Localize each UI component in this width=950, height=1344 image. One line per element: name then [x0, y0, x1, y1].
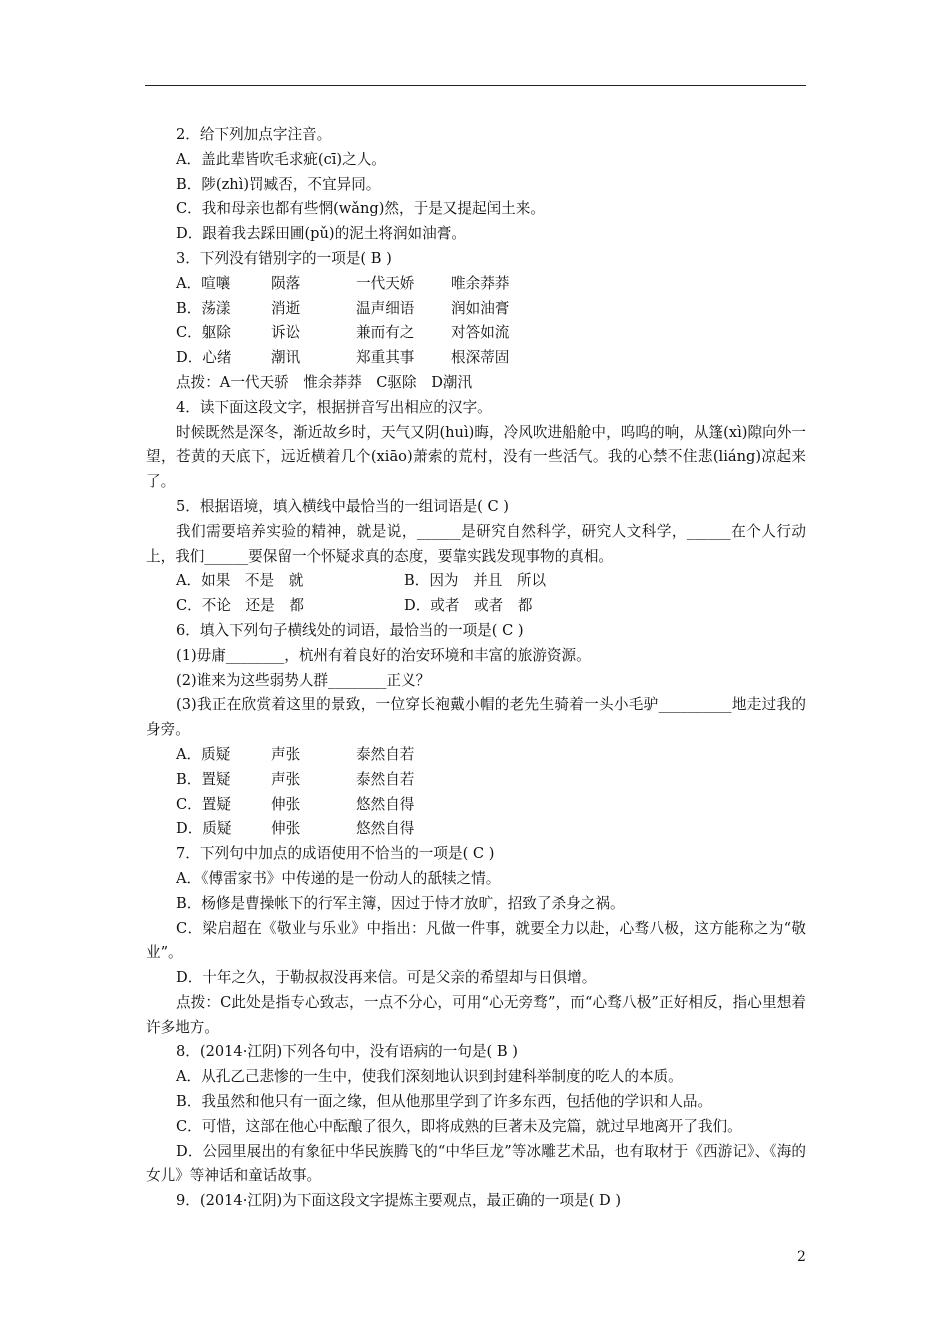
q4-stem: 4．读下面这段文字，根据拼音写出相应的汉字。 — [176, 398, 492, 416]
q7-option-b: B．杨修是曹操帐下的行军主簿，因过于恃才放旷，招致了杀身之祸。 — [176, 894, 625, 912]
q3-cell: 唯余莽莽 — [451, 274, 510, 292]
q6-cell: C．置疑 — [176, 795, 231, 813]
q3-cell: 温声细语 — [356, 299, 415, 317]
q2-option-b: B．陟(zhì)罚臧否，不宜异同。 — [176, 175, 381, 193]
exercise-content — [146, 123, 806, 1214]
q3-cell: 陨落 — [271, 274, 301, 292]
q4-passage: 时候既然是深冬，渐近故乡时，天气又阴(huì)晦，冷风吹进船舱中，呜呜的响，从篷(xì)隙向外一望，苍黄的天底下，远近横着几个(xiāo)萧索的荒村，没有一些活气。我的心禁不住悲(liáng)凉起来了。 — [146, 423, 806, 491]
q8-stem: 8．(2014·江阴)下列各句中，没有语病的一句是( B ) — [176, 1043, 518, 1061]
q6-cell: 悠然自得 — [356, 820, 415, 838]
q5-option: C．不论 还是 都 — [176, 597, 304, 615]
q6-cell: 伸张 — [271, 820, 301, 838]
q6-sentence-2: (2)谁来为这些弱势人群________正义？ — [176, 671, 431, 689]
q6-sentence-3: (3)我正在欣赏着这里的景致，一位穿长袍戴小帽的老先生骑着一头小毛驴__________地走过我的身旁。 — [146, 696, 806, 739]
q3-cell: A．喧嚷 — [176, 274, 231, 292]
q6-stem: 6．填入下列句子横线处的词语，最恰当的一项是( C ) — [176, 621, 524, 639]
q3-option-row — [146, 297, 806, 322]
q6-option-row — [146, 743, 806, 768]
q6-cell: B．置疑 — [176, 770, 231, 788]
q5-passage: 我们需要培养实验的精神，就是说，______是研究自然科学，研究人文科学，______在个人行动上，我们______要保留一个怀疑求真的态度，要靠实践发现事物的真相。 — [146, 522, 806, 565]
q5-option: A．如果 不是 就 — [176, 572, 304, 590]
q6-cell: D．质疑 — [176, 820, 232, 838]
q3-cell: 郑重其事 — [356, 349, 415, 367]
q3-cell: B．荡漾 — [176, 299, 231, 317]
q8-option-c: C．可惜，这部在他心中酝酿了很久，即将成熟的巨著未及完篇，就过早地离开了我们。 — [176, 1117, 742, 1135]
q6-option-row — [146, 768, 806, 793]
q3-cell: 消逝 — [271, 299, 301, 317]
q2-option-a: A．盖此辈皆吹毛求疵(cī)之人。 — [176, 150, 386, 168]
q3-cell: 润如油膏 — [451, 299, 510, 317]
q7-option-d: D．十年之久，于勒叔叔没再来信。可是父亲的希望却与日俱增。 — [176, 969, 597, 987]
q5-option-row — [146, 594, 806, 619]
q2-stem: 2．给下列加点字注音。 — [176, 126, 332, 143]
q6-sentence-1: (1)毋庸________，杭州有着良好的治安环境和丰富的旅游资源。 — [176, 646, 591, 664]
q6-cell: 伸张 — [271, 795, 301, 813]
q3-option-row — [146, 321, 806, 346]
q3-stem: 3．下列没有错别字的一项是( B ) — [176, 249, 392, 267]
q7-stem: 7．下列句中加点的成语使用不恰当的一项是( C ) — [176, 845, 495, 863]
q9-stem: 9．(2014·江阴)为下面这段文字提炼主要观点，最正确的一项是( D ) — [176, 1192, 622, 1210]
q5-stem: 5．根据语境，填入横线中最恰当的一组词语是( C ) — [176, 497, 509, 515]
q6-cell: 声张 — [271, 745, 301, 763]
q3-cell: D．心绪 — [176, 349, 232, 367]
q3-cell: 一代天娇 — [356, 274, 415, 292]
q8-option-a: A．从孔乙己悲惨的一生中，使我们深刻地认识到封建科举制度的吃人的本质。 — [176, 1068, 683, 1086]
q6-cell: 悠然自得 — [356, 795, 415, 813]
q5-option: B．因为 并且 所以 — [404, 572, 547, 590]
page-number: 2 — [797, 1249, 806, 1265]
q6-cell: 泰然自若 — [356, 745, 415, 763]
q3-cell: 潮讯 — [271, 349, 301, 367]
q7-option-a: A．《傅雷家书》中传递的是一份动人的舐犊之情。 — [176, 869, 501, 887]
q6-option-row — [146, 793, 806, 818]
q5-option: D．或者 或者 都 — [404, 597, 533, 615]
q2-option-c: C．我和母亲也都有些惘(wǎng)然，于是又提起闰土来。 — [176, 200, 545, 218]
q3-cell: C．躯除 — [176, 324, 231, 342]
q6-option-row — [146, 817, 806, 842]
q5-option-row — [146, 569, 806, 594]
q3-cell: 诉讼 — [271, 324, 301, 342]
q8-option-d: D．公园里展出的有象征中华民族腾飞的“中华巨龙”等冰雕艺术品，也有取材于《西游记》、《海的女儿》等神话和童话故事。 — [146, 1142, 806, 1185]
q6-cell: 泰然自若 — [356, 770, 415, 788]
q3-cell: 对答如流 — [451, 324, 510, 342]
q6-cell: 声张 — [271, 770, 301, 788]
q7-option-c: C．梁启超在《敬业与乐业》中指出：凡做一件事，就要全力以赴，心骛八极，这方能称之为“敬业”。 — [146, 919, 806, 962]
q3-option-row — [146, 346, 806, 371]
q2-option-d: D．跟着我去踩田圃(pǔ)的泥土将润如油膏。 — [176, 225, 466, 243]
q8-option-b: B．我虽然和他只有一面之缘，但从他那里学到了许多东西，包括他的学识和人品。 — [176, 1093, 713, 1111]
q7-hint: 点拨：C此处是指专心致志，一点不分心，可用“心无旁骛”，而“心骛八极”正好相反，指心里想着许多地方。 — [146, 993, 806, 1036]
q6-cell: A．质疑 — [176, 745, 231, 763]
q3-option-row — [146, 272, 806, 297]
q3-hint: 点拨：A一代天骄 惟余莽莽 C驱除 D潮汛 — [176, 373, 473, 391]
header-rule — [145, 85, 806, 86]
q3-cell: 兼而有之 — [356, 324, 415, 342]
q3-cell: 根深蒂固 — [451, 349, 510, 367]
